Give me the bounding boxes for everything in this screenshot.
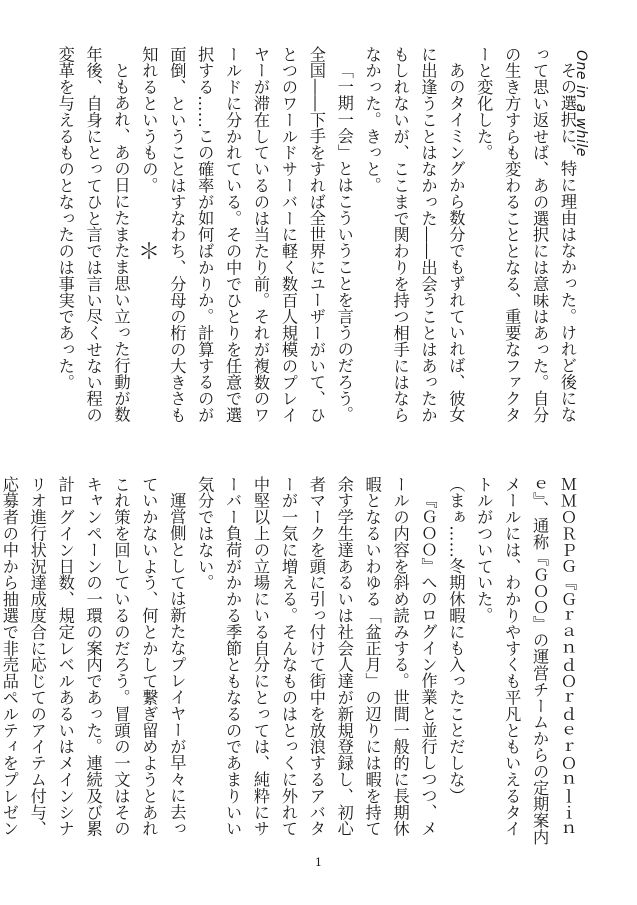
top-text-block [0, 46, 581, 424]
paragraph: 運営側としては新たなプレイヤーが早々に去っていかないよう、何とかして繋ぎ留めようとあれこれ策を回しているのだろう。冒頭の一文はそのキャンペーンの一環の案内であった。連続及び累計ログイン日数、規定レベルあるいはメインシナリオ進行状況達成度合に応じてのアイテム付与、応募者の中から抽選で非売品ペルティをプレゼン [0, 476, 187, 837]
paragraph: ＭＭＯＲＰＧ『ＧｒａｎｄＯｒｄｅｒＯｎｌｉｎｅ』、通称『ＧＯＯ』の運営チームからの定期案内メールには、わかりやすくも平凡ともいえるタイトルがついていた。 [474, 476, 577, 846]
paragraph: あのタイミングから数分でもずれていれば、彼女に出逢うことはなかった――出会うことはあったかもしれないが、ここまで関わりを持つ相手にはならなかった。きっと。 [362, 46, 466, 424]
paragraph: 『ＧＯＯ』へのログイン作業と並行しつつ、メールの内容を斜め読みする。世間一般的に長期休暇となるいわゆる「盆正月」の辺りには暇を持て余す学生達あるいは社会人達が新規登録し、初心者マークを頭に引っ付けて街中を放浪するアバターが一気に増える。そんなものはとっくに外れて中堅以上の立場にいる自分にとっては、純粋にサーバー負荷がかかる季節ともなるのであまりいい気分ではない。 [195, 476, 438, 837]
section-separator: ＊ [138, 240, 161, 265]
paragraph: その選択に、特に理由はなかった。けれど後になって思い返せば、あの選択には意味はあった。自分の生き方すらも変わることとなる、重要なファクターと変化した。 [474, 46, 577, 424]
bottom-text-block [0, 476, 581, 852]
running-title: One in a while [573, 50, 589, 157]
paragraph: ともあれ、あの日にたまたま思い立った行動が数年後、自身にとってひと言では言い尽くせない程の変革を与えるものとなったのは事実であった。 [55, 46, 131, 424]
page-number: 1 [315, 856, 322, 869]
paragraph: （まぁ……冬期休暇にも入ったことだしな） [446, 476, 466, 804]
paragraph: 「一期一会」とはこういうことを言うのだろう。全国――下手をすれば全世界にユーザーがいて、ひとつのワールドサーバーに軽く数百人規模のプレイヤーが滞在しているのは当たり前。それが複数のワールドに分かれている。その中でひとりを任意で選択する……この確率が如何ばかりか。計算するのが面倒、ということはすなわち、分母の桁の大きさも知れるというもの。 [139, 46, 354, 424]
